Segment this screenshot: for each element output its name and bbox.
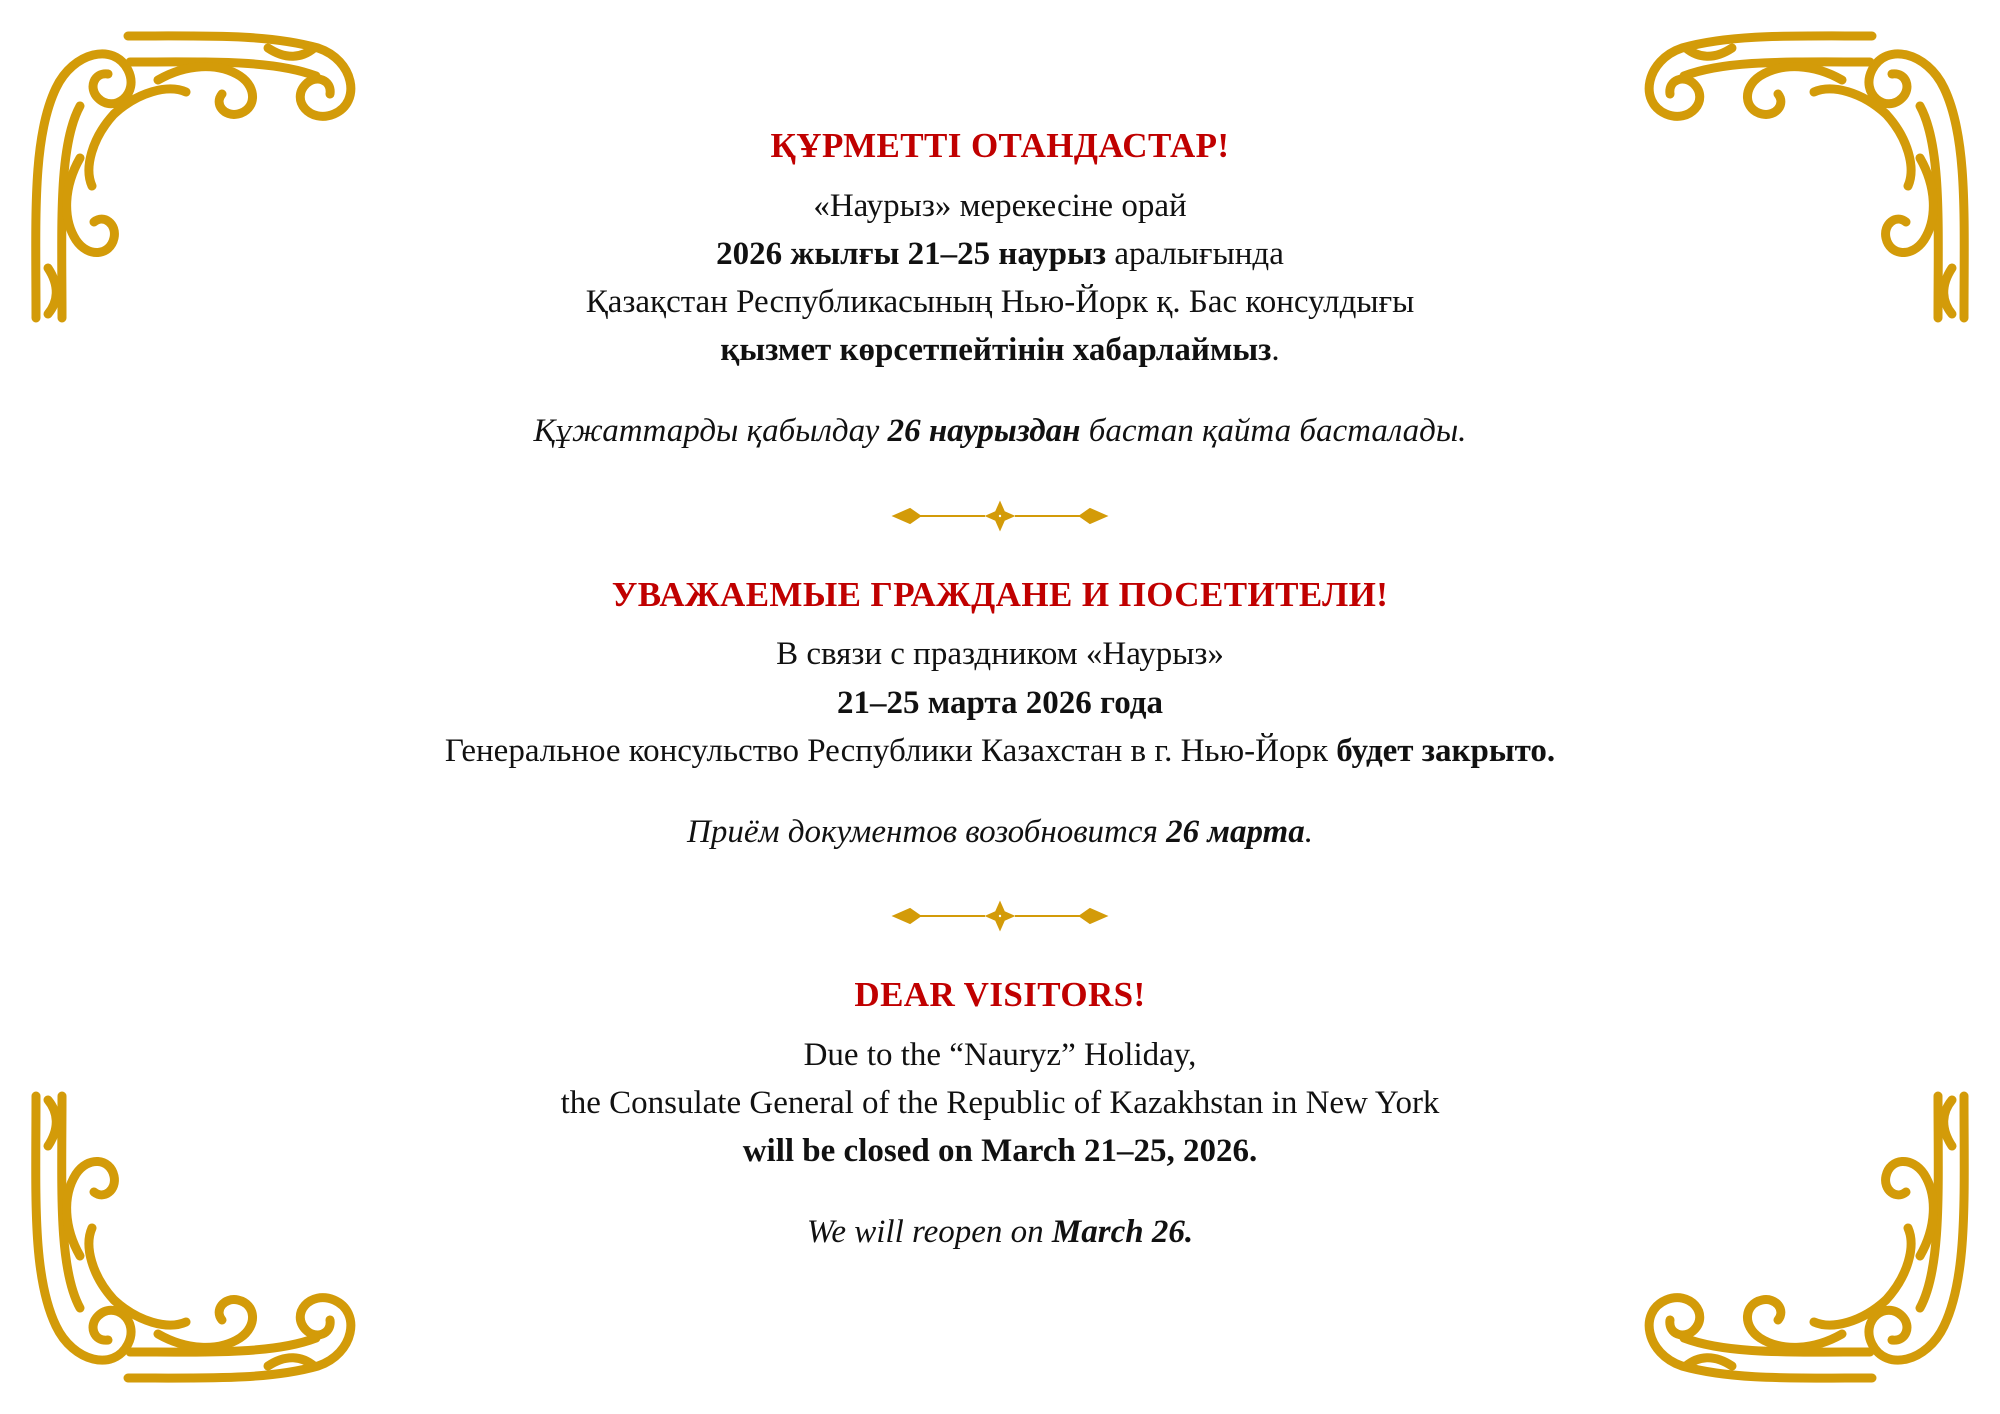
- kazakh-reopen-post: бастап қайта басталады.: [1080, 413, 1467, 450]
- english-reopen: [290, 1209, 1710, 1255]
- english-reopen-pre: We will reopen on: [806, 1214, 1052, 1251]
- kazakh-line-2-dates: 2026 жылғы 21–25 наурыз: [716, 235, 1107, 272]
- section-kazakh: [290, 124, 1710, 455]
- divider-ornament-2: [0, 899, 2000, 933]
- russian-line-3-bold: будет закрыто.: [1336, 732, 1556, 769]
- section-english: [290, 973, 1710, 1255]
- russian-line-1: В связи с праздником «Наурыз»: [776, 636, 1224, 673]
- kazakh-line-4-rest: .: [1271, 332, 1280, 369]
- english-reopen-date: March 26.: [1051, 1214, 1194, 1251]
- russian-line-3-pre: Генеральное консульство Республики Казахстан в г. Нью-Йорк: [444, 732, 1337, 769]
- russian-reopen-date: 26 марта: [1166, 813, 1305, 850]
- kazakh-line-3: Қазақстан Республикасының Нью-Йорк қ. Бас консулдығы: [585, 284, 1415, 321]
- english-line-1: Due to the “Nauryz” Holiday,: [803, 1036, 1197, 1073]
- russian-line-3: [290, 727, 1710, 775]
- english-line-3: will be closed on March 21–25, 2026.: [742, 1133, 1258, 1170]
- section-russian: [290, 573, 1710, 855]
- russian-reopen-pre: Приём документов возобновится: [687, 813, 1167, 850]
- kazakh-reopen-date: 26 наурыздан: [887, 413, 1081, 450]
- english-line-2: the Consulate General of the Republic of Kazakhstan in New York: [560, 1085, 1440, 1121]
- kazakh-reopen-pre: Құжаттарды қабылдау: [533, 413, 888, 450]
- russian-heading: УВАЖАЕМЫЕ ГРАЖДАНЕ И ПОСЕТИТЕЛИ!: [611, 574, 1389, 614]
- kazakh-reopen: [290, 408, 1710, 454]
- russian-reopen: [290, 809, 1710, 855]
- kazakh-line-2: [290, 230, 1710, 278]
- divider-ornament-1: [0, 499, 2000, 533]
- russian-line-2: 21–25 марта 2026 года: [837, 684, 1163, 721]
- english-heading: DEAR VISITORS!: [854, 975, 1146, 1015]
- russian-reopen-post: .: [1304, 813, 1313, 850]
- kazakh-line-4: [290, 326, 1710, 374]
- kazakh-line-4-bold: қызмет көрсетпейтінін хабарлаймыз: [720, 332, 1272, 369]
- kazakh-heading: ҚҰРМЕТТІ ОТАНДАСТАР!: [770, 126, 1230, 165]
- kazakh-line-1: «Наурыз» мерекесіне орай: [813, 187, 1187, 224]
- kazakh-line-2-rest: аралығында: [1106, 235, 1284, 272]
